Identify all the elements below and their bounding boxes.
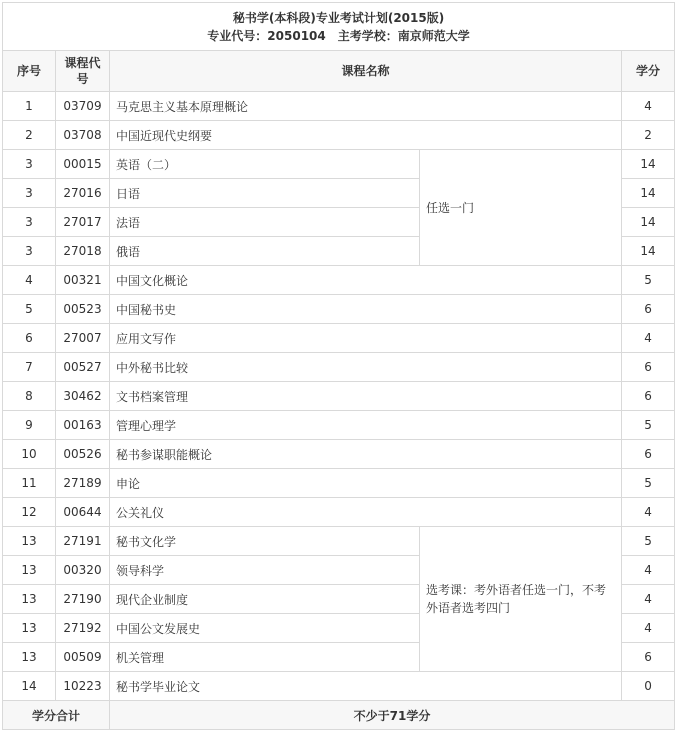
course-seq: 6 [3, 324, 56, 353]
course-seq: 12 [3, 498, 56, 527]
course-code: 00320 [56, 556, 110, 585]
course-credit: 5 [622, 266, 675, 295]
table-row [3, 469, 675, 498]
course-credit: 14 [622, 237, 675, 266]
course-code: 27192 [56, 614, 110, 643]
course-name: 领导科学 [110, 556, 420, 585]
title-row [3, 3, 675, 51]
course-name: 应用文写作 [110, 324, 622, 353]
table-row [3, 353, 675, 382]
course-code: 27190 [56, 585, 110, 614]
course-seq: 1 [3, 92, 56, 121]
course-name: 英语（二） [110, 150, 420, 179]
course-name: 现代企业制度 [110, 585, 420, 614]
course-credit: 6 [622, 382, 675, 411]
course-credit: 4 [622, 556, 675, 585]
course-name: 马克思主义基本原理概论 [110, 92, 622, 121]
course-seq: 14 [3, 672, 56, 701]
course-seq: 13 [3, 643, 56, 672]
course-code: 00321 [56, 266, 110, 295]
course-seq: 13 [3, 556, 56, 585]
table-row [3, 266, 675, 295]
course-credit: 5 [622, 469, 675, 498]
table-row [3, 498, 675, 527]
course-seq: 9 [3, 411, 56, 440]
title-line-1: 秘书学(本科段)专业考试计划(2015版) [232, 10, 445, 25]
table-row [3, 150, 675, 179]
course-seq: 3 [3, 208, 56, 237]
course-credit: 14 [622, 208, 675, 237]
course-seq: 7 [3, 353, 56, 382]
course-name: 秘书学毕业论文 [110, 672, 622, 701]
course-name: 俄语 [110, 237, 420, 266]
header-code: 课程代号 [56, 51, 110, 92]
course-seq: 13 [3, 527, 56, 556]
exam-plan-table [2, 2, 675, 730]
course-code: 27189 [56, 469, 110, 498]
course-credit: 4 [622, 614, 675, 643]
course-code: 00526 [56, 440, 110, 469]
course-seq: 11 [3, 469, 56, 498]
total-label: 学分合计 [3, 701, 110, 730]
footer-row [3, 701, 675, 730]
course-code: 27191 [56, 527, 110, 556]
course-code: 10223 [56, 672, 110, 701]
course-name: 中国公文发展史 [110, 614, 420, 643]
course-name: 机关管理 [110, 643, 420, 672]
course-credit: 14 [622, 179, 675, 208]
course-name: 中国文化概论 [110, 266, 622, 295]
course-name: 法语 [110, 208, 420, 237]
table-row [3, 121, 675, 150]
note-elective: 选考课：考外语者任选一门，不考外语者选考四门 [420, 527, 622, 672]
course-seq: 8 [3, 382, 56, 411]
course-credit: 6 [622, 353, 675, 382]
course-code: 00527 [56, 353, 110, 382]
course-seq: 13 [3, 614, 56, 643]
course-seq: 3 [3, 179, 56, 208]
course-name: 秘书文化学 [110, 527, 420, 556]
course-name: 文书档案管理 [110, 382, 622, 411]
course-code: 03708 [56, 121, 110, 150]
course-credit: 14 [622, 150, 675, 179]
course-name: 中国近现代史纲要 [110, 121, 622, 150]
course-name: 中国秘书史 [110, 295, 622, 324]
course-credit: 4 [622, 92, 675, 121]
course-credit: 4 [622, 498, 675, 527]
table-title [3, 3, 675, 51]
course-seq: 3 [3, 150, 56, 179]
course-credit: 2 [622, 121, 675, 150]
course-seq: 5 [3, 295, 56, 324]
course-credit: 6 [622, 295, 675, 324]
total-value: 不少于71学分 [110, 701, 675, 730]
course-code: 27017 [56, 208, 110, 237]
title-line-2: 专业代号：2050104 主考学校：南京师范大学 [207, 28, 470, 43]
course-code: 27018 [56, 237, 110, 266]
course-seq: 2 [3, 121, 56, 150]
table-row [3, 382, 675, 411]
course-code: 03709 [56, 92, 110, 121]
course-name: 秘书参谋职能概论 [110, 440, 622, 469]
course-code: 00509 [56, 643, 110, 672]
course-code: 30462 [56, 382, 110, 411]
course-credit: 4 [622, 585, 675, 614]
course-seq: 3 [3, 237, 56, 266]
course-code: 00163 [56, 411, 110, 440]
course-code: 27016 [56, 179, 110, 208]
course-credit: 0 [622, 672, 675, 701]
course-code: 00523 [56, 295, 110, 324]
table-row [3, 92, 675, 121]
note-foreign-language: 任选一门 [420, 150, 622, 266]
course-name: 管理心理学 [110, 411, 622, 440]
header-seq: 序号 [3, 51, 56, 92]
course-credit: 4 [622, 324, 675, 353]
table-row [3, 672, 675, 701]
course-seq: 13 [3, 585, 56, 614]
table-row [3, 295, 675, 324]
course-credit: 6 [622, 440, 675, 469]
course-name: 中外秘书比较 [110, 353, 622, 382]
header-credit: 学分 [622, 51, 675, 92]
header-name: 课程名称 [110, 51, 622, 92]
course-name: 日语 [110, 179, 420, 208]
course-name: 公关礼仪 [110, 498, 622, 527]
course-seq: 10 [3, 440, 56, 469]
course-code: 27007 [56, 324, 110, 353]
course-credit: 5 [622, 411, 675, 440]
table-row [3, 440, 675, 469]
course-credit: 6 [622, 643, 675, 672]
table-row [3, 324, 675, 353]
course-code: 00015 [56, 150, 110, 179]
table-row [3, 411, 675, 440]
header-row [3, 51, 675, 92]
course-code: 00644 [56, 498, 110, 527]
course-name: 申论 [110, 469, 622, 498]
course-credit: 5 [622, 527, 675, 556]
course-seq: 4 [3, 266, 56, 295]
table-row [3, 527, 675, 556]
